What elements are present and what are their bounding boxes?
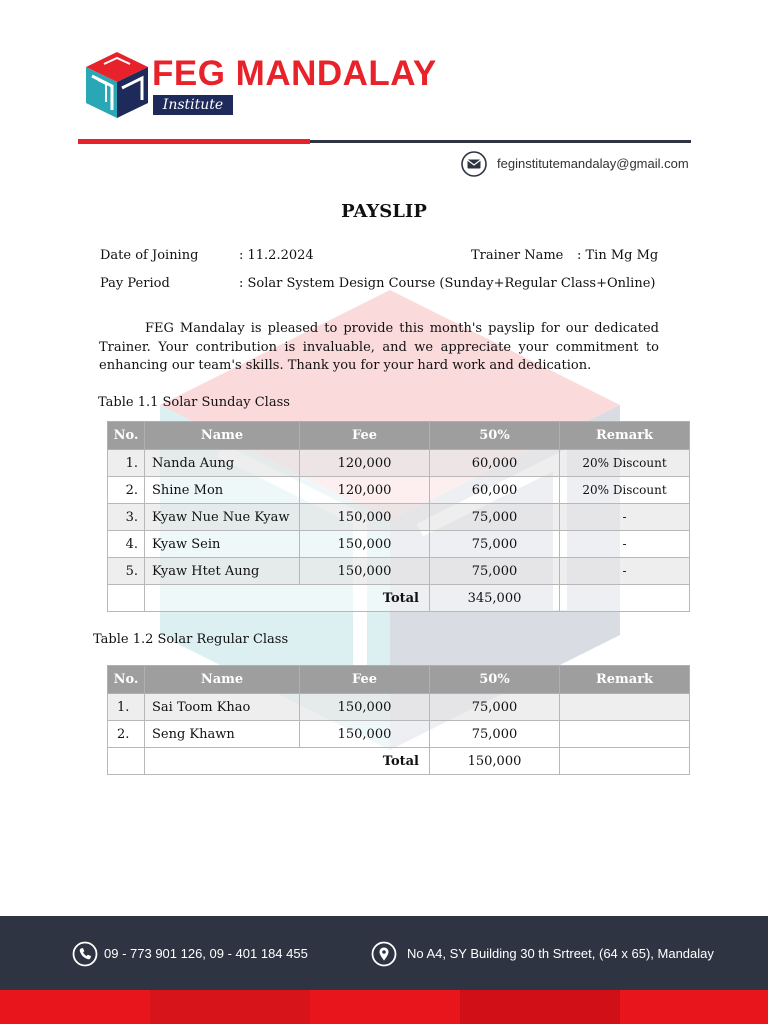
cell-no: 2. [108,721,145,748]
cell-name: Kyaw Nue Nue Kyaw [145,504,300,531]
cell-no: 1. [108,694,145,721]
date-of-joining-label: Date of Joining [100,248,199,263]
cell-no: 4. [108,531,145,558]
col-header-half: 50% [430,666,560,694]
cell-half: 75,000 [430,721,560,748]
table-row [108,531,690,558]
cell-no: 5. [108,558,145,585]
total-value: 345,000 [430,585,560,612]
page-title: PAYSLIP [341,201,427,222]
col-header-name: Name [145,666,300,694]
table1-caption: Table 1.1 Solar Sunday Class [98,395,290,410]
col-header-fee: Fee [300,422,430,450]
email-icon [461,151,487,177]
cell-remark: - [560,558,690,585]
cell-no: 1. [108,450,145,477]
cell-half: 75,000 [430,558,560,585]
cell-remark: - [560,531,690,558]
cell-name: Kyaw Htet Aung [145,558,300,585]
brand-subtitle: Institute [153,95,233,115]
cell-name: Seng Khawn [145,721,300,748]
total-label: Total [145,748,430,775]
brand-name: FEG MANDALAY [152,54,437,93]
cell-name: Shine Mon [145,477,300,504]
cell-no: 2. [108,477,145,504]
cell-empty [108,585,145,612]
footer-phones[interactable]: 09 - 773 901 126, 09 - 401 184 455 [104,946,308,961]
regular-class-table [107,665,690,775]
table-row [108,450,690,477]
date-of-joining-value: : 11.2.2024 [239,248,314,263]
total-row [108,585,690,612]
col-header-remark: Remark [560,666,690,694]
contact-email[interactable]: feginstitutemandalay@gmail.com [497,156,689,171]
cell-fee: 150,000 [300,531,430,558]
total-value: 150,000 [430,748,560,775]
trainer-name-label: Trainer Name [471,248,564,263]
table-row [108,721,690,748]
cell-empty [560,748,690,775]
trainer-name-value: : Tin Mg Mg [577,248,659,263]
cell-fee: 150,000 [300,558,430,585]
total-label: Total [145,585,430,612]
header-rule-dark [310,140,691,143]
footer-address: No A4, SY Building 30 th Srtreet, (64 x 65), Mandalay [407,946,714,961]
location-pin-icon [371,941,397,967]
cell-half: 60,000 [430,450,560,477]
cell-fee: 120,000 [300,450,430,477]
cell-fee: 120,000 [300,477,430,504]
intro-paragraph: FEG Mandalay is pleased to provide this month's payslip for our dedicated Trainer. Your contribution is invaluable, and we appreciate your commitment to enhancing our team's skills. Thank you for your hard work and dedication. [99,321,659,373]
total-row [108,748,690,775]
cell-remark [560,721,690,748]
col-header-fee: Fee [300,666,430,694]
col-header-name: Name [145,422,300,450]
cell-remark [560,694,690,721]
table-row [108,477,690,504]
header-rule-red [78,139,310,144]
cell-remark: 20% Discount [560,450,690,477]
sunday-class-table [107,421,690,612]
cell-empty [108,748,145,775]
col-header-no: No. [108,666,145,694]
pay-period-value: : Solar System Design Course (Sunday+Regular Class+Online) [239,276,656,291]
col-header-remark: Remark [560,422,690,450]
phone-icon [72,941,98,967]
table-row [108,694,690,721]
cell-name: Kyaw Sein [145,531,300,558]
cell-half: 60,000 [430,477,560,504]
table2-caption: Table 1.2 Solar Regular Class [93,632,289,647]
brand-logo-icon [84,50,150,120]
cell-name: Sai Toom Khao [145,694,300,721]
cell-no: 3. [108,504,145,531]
cell-empty [560,585,690,612]
cell-fee: 150,000 [300,694,430,721]
cell-half: 75,000 [430,694,560,721]
cell-fee: 150,000 [300,721,430,748]
cell-name: Nanda Aung [145,450,300,477]
footer-accent-bar [0,990,768,1024]
cell-fee: 150,000 [300,504,430,531]
table-row [108,558,690,585]
cell-remark: - [560,504,690,531]
cell-half: 75,000 [430,531,560,558]
table-row [108,504,690,531]
col-header-half: 50% [430,422,560,450]
cell-half: 75,000 [430,504,560,531]
col-header-no: No. [108,422,145,450]
pay-period-label: Pay Period [100,276,170,291]
cell-remark: 20% Discount [560,477,690,504]
